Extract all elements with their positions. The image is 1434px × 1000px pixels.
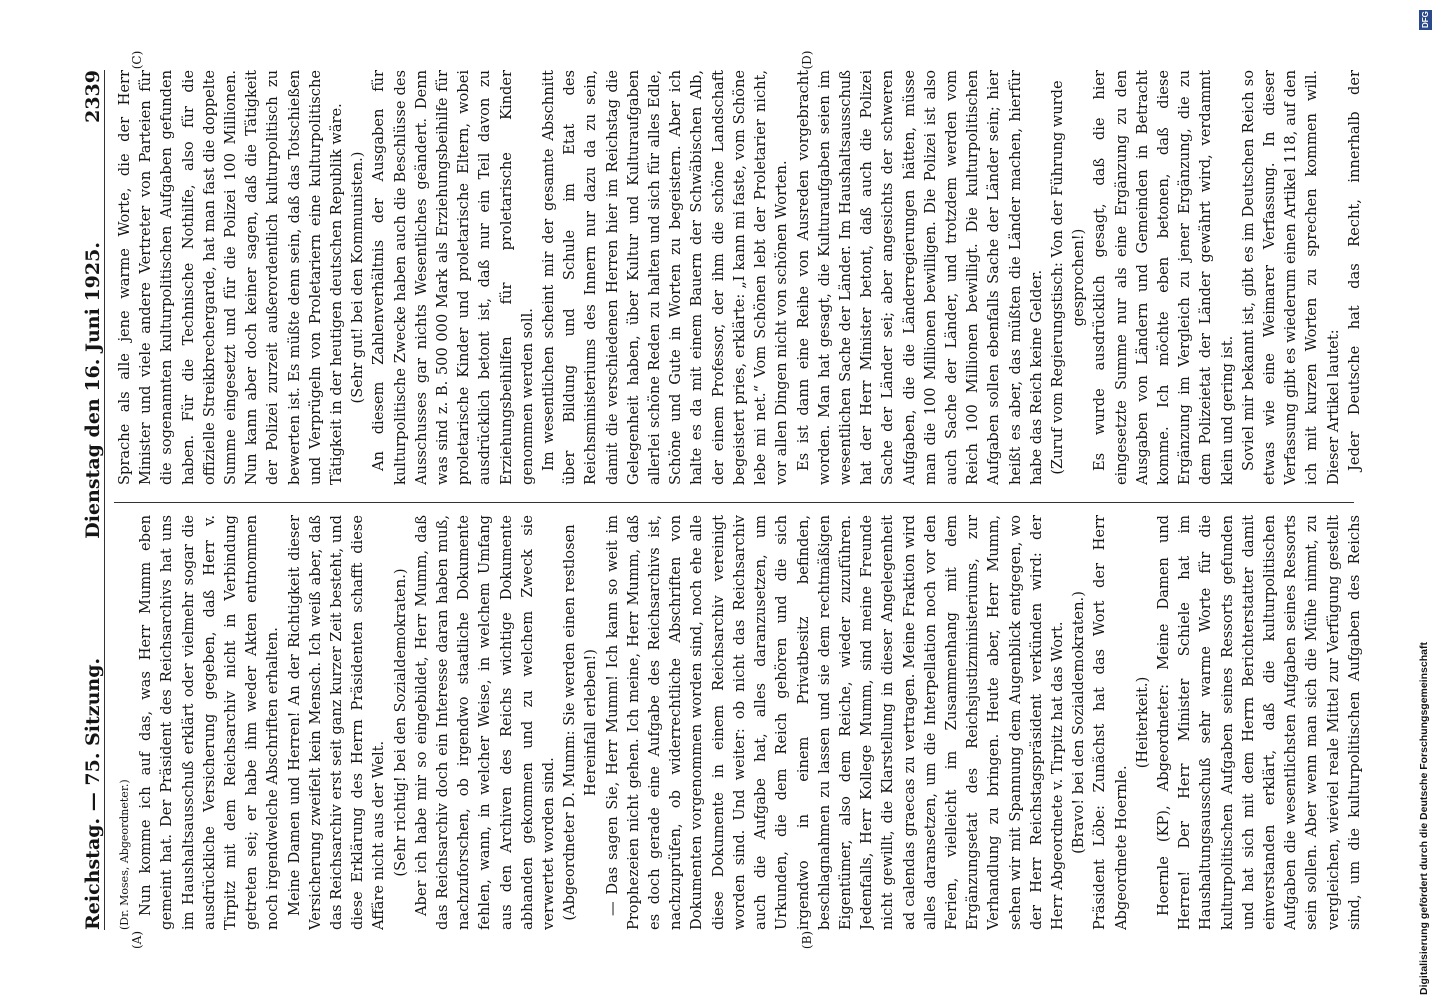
rotated-page (70, 50, 1370, 950)
quotation: Jeder Deutsche hat das Recht, innerhalb der (1345, 70, 1363, 471)
interjection: (Sehr richtig! bei den Sozialdemokraten.) (391, 568, 409, 877)
paragraph: Meine Damen und Herren! An der Richtigkeit dieser Versicherung zweifelt kein Mensch. Ich weiß aber, daß das Reichsarchiv erst seit ganz kurzer Zeit besteht, und diese Erklärung des Herrn Präsidenten schafft diese Affäre nicht aus der Welt. (285, 515, 388, 930)
paragraph: — Das sagen Sie, Herr Mumm! Ich kann so weit im Prophezeien nicht gehen. Ich meine, Herr Mumm, daß es doch gerade eine Aufgabe des Reichsarchivs ist, nachzuprüfen, ob widerrechtliche Abschriften von Dokumenten vorgenommen worden sind, noch ehe alle diese Dokumente in einem Reichsarchiv vereinigt worden sind. Und weiter: ob nicht das Reichsarchiv auch die Aufgabe hat, alles daranzusetzen, um Urkunden, die dem Reich gehören und die sich irgendwo in einem Privatbesitz befinden, beschlagnahmen zu lassen und sie dem rechtmäßigen Eigentümer, also dem Reiche, wieder zuzuführen. Jedenfalls, Herr Kollege Mumm, sind meine Freunde nicht gewillt, die Klarstellung in dieser Angelegenheit ad calendas graecas zu vertragen. Meine Fraktion wird alles daransetzen, um die Interpellation noch vor den Ferien, vielleicht im Zusammenhang mit dem Ergänzungsetat des Reichsjustizministeriums, zur Verhandlung zu bringen. Heute aber, Herr Mumm, sehen wir mit Spannung dem Augenblick entgegen, wo der Herr Reichstagspräsident verkünden wird: der Herr Abgeordnete v. Tirpitz hat das Wort. (603, 515, 1066, 930)
paragraph: An diesem Zahlenverhältnis der Ausgaben für kulturpolitische Zwecke haben auch die Beschlüsse des Ausschusses gar nichts Wesentliches geändert. Denn was sind z. B. 500 000 Mark als Erziehungsbeihilfe für proletarische Kinder und proletarische Eltern, wobei ausdrücklich betont ist, daß nur ein Teil davon zu Erziehungsbeihilfen für proletarische Kinder genommen werden soll. (370, 70, 536, 485)
paragraph: Soviel mir bekannt ist, gibt es im Deutschen Reich so etwas wie eine Weimarer Verfassung. In dieser Verfassung gibt es wiederum einen Artikel 118, auf den ich mit kurzen Worten zu sprechen kommen will. Dieser Artikel lautet: (1239, 70, 1342, 485)
paragraph: Hoernle (KP), Abgeordneter: Meine Damen und Herren! Der Herr Minister Schiele hat im Haushaltungsausschuß sehr warme Worte für die kulturpolitischen Aufgaben seines Ressorts gefunden und hat sich mit dem Herrn Berichterstatter damit einverstanden erklärt, daß die kulturpolitischen Aufgaben die wesentlichsten Aufgaben seines Ressorts sein sollen. Aber wenn man sich die Mühe nimmt, zu vergleichen, wieviel reale Mittel zur Verfügung gestellt sind, um die kulturpolitischen Aufgaben des Reichs (1154, 515, 1363, 930)
interjection: (Bravo! bei den Sozialdemokraten.) (1070, 591, 1088, 854)
paragraph: Es wurde ausdrücklich gesagt, daß die hier eingesetzte Summe nur als eine Ergänzung zu den Ausgaben von Ländern und Gemeinden in Betracht komme. Ich möchte eben betonen, daß diese Ergänzung im Vergleich zu jener Ergänzung, die zu dem Polizeietat der Länder gewährt wird, verdammt klein und gering ist. (1091, 70, 1236, 485)
margin-marker-c: (C) (130, 50, 144, 70)
interjection: (Heiterkeit.) (1133, 676, 1151, 769)
paragraph: Nun komme ich auf das, was Herr Mumm eben gemeint hat. Der Präsident des Reichsarchivs hat uns im Haushaltsausschuß erklärt oder vielmehr sogar die ausdrückliche Versicherung gegeben, daß Herr v. Tirpitz mit dem Reichsarchiv nicht in Verbindung getreten sei; er habe ihm weder Akten entnommen noch irgendwelche Abschriften erhalten. (137, 515, 282, 930)
paragraph: Aber ich habe mir so eingebildet, Herr Mumm, daß das Reichsarchiv doch ein Interesse daran haben muß, nachzuforschen, ob irgendwo staatliche Dokumente fehlen, wann, in welcher Weise, in welchem Umfang aus den Archiven des Reichs wichtige Dokumente abhanden gekommen und zu welchem Zweck sie verwertet worden sind. (412, 515, 558, 930)
page-header (70, 70, 105, 930)
margin-marker-b: (B) (800, 930, 814, 950)
text-column-right (114, 70, 1364, 485)
column-divider (114, 502, 1354, 503)
paragraph: Sprache als alle jene warme Worte, die der Herr Minister und viele andere Vertreter von Parteien für die sogenannten kulturpolitischen Aufgaben gefunden haben. Für die Technische Nothilfe, also für die offizielle Streikbrechergarde, hat man fast die doppelte Summe eingesetzt und für die Polizei 100 Millionen. Nun kann aber doch keiner sagen, daß die Tätigkeit der Polizei zurzeit außerordentlich kulturpolitisch zu bewerten ist. Es müßte denn sein, daß das Totschießen und Verprügeln von Proletariern eine kulturpolitische Tätigkeit in der heutigen deutschen Republik wäre. (116, 70, 346, 485)
interjection: (Abgeordneter D. Mumm: Sie werden einen restlosen Hereinfall erleben!) (561, 524, 600, 921)
president-statement: Präsident Löbe: Zunächst hat das Wort der Herr Abgeordnete Hoernle. (1091, 515, 1130, 930)
header-center: Dienstag den 16. Juni 1925. (82, 242, 104, 539)
dfg-logo-icon: DFG (1421, 11, 1430, 29)
paragraph: Im wesentlichen scheint mir der gesamte Abschnitt über Bildung und Schule im Etat des Reichsministeriums des Innern nur dazu da zu sein, damit die verschiedenen Herren hier im Reichstag die Gelegenheit haben, über Kultur und Kulturaufgaben allerlei schöne Reden zu halten und sich für alles Edle, Schöne und Gute in Worten zu begeistern. Aber ich halte es da mit einem Bauern der Schwäbischen Alb, der einem Professor, der ihm die schöne Landschaft begeistert pries, erklärte: „I kann mi faste, vom Schöne lebe mi net.“ Vom Schönen lebt der Proletarier nicht, vor allen Dingen nicht von schönen Worten. (540, 70, 791, 485)
header-left: Reichstag. — 75. Sitzung. (82, 657, 104, 930)
speaker-header: (Dr. Moses, Abgeordneter.) (118, 779, 131, 930)
margin-marker-a: (A) (130, 930, 144, 950)
page-number: 2339 (82, 70, 104, 123)
paragraph: Es ist dann eine Reihe von Ausreden vorgebracht worden. Man hat gesagt, die Kulturaufgaben seien im wesentlichen Sache der Länder. Im Haushaltsausschuß hat der Herr Minister betont, daß auch die Polizei Sache der Länder sei; aber angesichts der schweren Aufgaben, die die Länderregierungen hätten, müsse man die 100 Millionen bewilligen. Die Polizei ist also auch Sache der Länder, und trotzdem werden vom Reich 100 Millionen bewilligt. Die kulturpolitischen Aufgaben sollen ebenfalls Sache der Länder sein; hier heißt es aber, das müßten die Länder machen, hierfür habe das Reich keine Gelder. (794, 70, 1045, 485)
margin-marker-d: (D) (800, 50, 814, 70)
interjection: (Sehr gut! bei den Kommunisten.) (349, 151, 367, 404)
text-column-left (114, 515, 1364, 930)
digitization-credit: Digitalisierung gefördert durch die Deutsche Forschungsgemeinschaft (1418, 642, 1430, 995)
interjection: (Zuruf vom Regierungstisch: Von der Führung wurde gesprochen!) (1048, 80, 1088, 475)
